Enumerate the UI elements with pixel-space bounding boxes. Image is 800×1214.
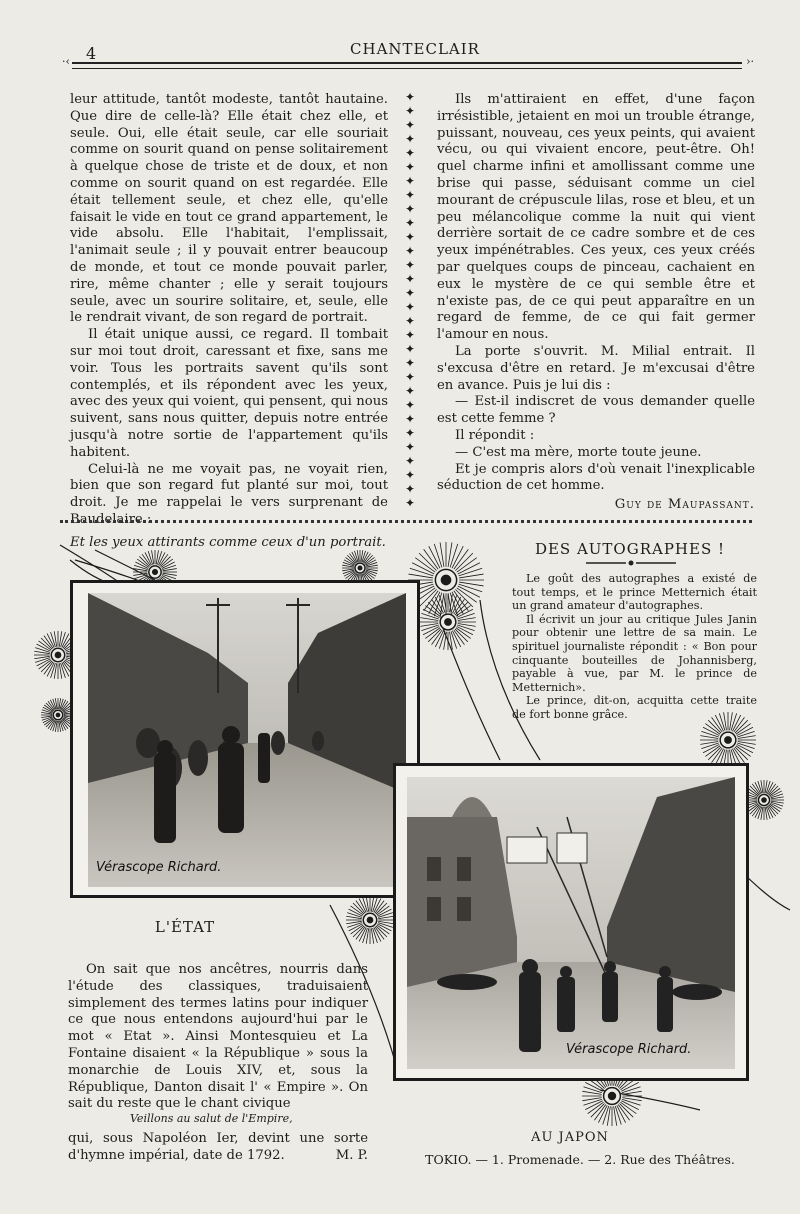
paragraph: Le goût des autographes a existé de tout temps, et le prince Metternich était un grand amateur d'autographes. bbox=[512, 572, 757, 613]
etat-quote: Veillons au salut de l'Empire, bbox=[130, 1112, 293, 1125]
divider-glyph: ✦ bbox=[404, 496, 416, 510]
paragraph: leur attitude, tantôt modeste, tantôt hautaine. Que dire de celle-là? Elle était chez elle, et seule. Oui, elle était seule, car elle souriait comme on sourit quand on pense solitairement à quelque chose de triste et de doux, et non comme on sourit quand on est regardée. Elle était tellement seule, et chez elle, qu'elle faisait le vide en tout ce grand appartement, le vide absolu. Elle l'habitait, l'emplissait, l'animait seule ; il y pouvait entrer beaucoup de monde, et tout ce monde pouvait parler, rire, même chanter ; elle y serait toujours seule, avec un sourire solitaire, et, seule, elle le rendrait vivant, de son regard de portrait. bbox=[70, 92, 388, 326]
divider-glyph: ✦ bbox=[404, 286, 416, 300]
divider-glyph: ✦ bbox=[404, 398, 416, 412]
divider-glyph: ✦ bbox=[404, 90, 416, 104]
divider-glyph: ✦ bbox=[404, 174, 416, 188]
paragraph: Celui-là ne me voyait pas, ne voyait rien, bien que son regard fut planté sur moi, tout droit. Je me rappelai le vers surprenant de Baudelaire : bbox=[70, 461, 388, 527]
section-text-etat bbox=[68, 962, 368, 1113]
sunburst-ornament bbox=[744, 780, 784, 820]
divider-glyph: ✦ bbox=[404, 440, 416, 454]
divider-glyph: ✦ bbox=[404, 104, 416, 118]
divider-glyph: ✦ bbox=[404, 202, 416, 216]
photo-promenade bbox=[88, 593, 406, 887]
divider-glyph: ✦ bbox=[404, 230, 416, 244]
paragraph: Il écrivit un jour au critique Jules Janin pour obtenir une lettre de sa main. Le spirituel journaliste répondit : « Bon pour cinquante bouteilles de Johannisberg, payable à vue, par M. le prince de Metternich». bbox=[512, 612, 757, 694]
section-title-autographes: DES AUTOGRAPHES ! bbox=[534, 540, 726, 558]
paragraph: La porte s'ouvrit. M. Milial entrait. Il s'excusa d'être en retard. Je m'excusai d'être en avance. Puis je lui dis : bbox=[437, 343, 755, 393]
divider-glyph: ✦ bbox=[404, 244, 416, 258]
divider-glyph: ✦ bbox=[404, 300, 416, 314]
divider-glyph: ✦ bbox=[404, 118, 416, 132]
sunburst-ornament bbox=[346, 896, 394, 944]
paragraph: Le prince, dit-on, acquitta cette traite de fort bonne grâce. bbox=[512, 694, 757, 721]
etat-last-line bbox=[68, 1130, 368, 1164]
baudelaire-quote: Et les yeux attirants comme ceux d'un portrait. bbox=[70, 534, 386, 550]
photo-credit: Vérascope Richard. bbox=[566, 1042, 692, 1057]
divider-glyph: ✦ bbox=[404, 314, 416, 328]
paragraph: Il était unique aussi, ce regard. Il tombait sur moi tout droit, caressant et fixe, sans me voir. Tous les portraits savent qu'ils sont contemplés, et ils répondent avec les yeux, avec des yeux qui voient, qui pensent, qui nous suivent, sans nous quitter, depuis notre entrée jusqu'à notre sortie de l'appartement qu'ils habitent. bbox=[70, 327, 388, 460]
title-ornament bbox=[586, 558, 676, 568]
divider-glyph: ✦ bbox=[404, 272, 416, 286]
paragraph: — Est-il indiscret de vous demander quelle est cette femme ? bbox=[437, 394, 755, 427]
divider-glyph: ✦ bbox=[404, 384, 416, 398]
author-initials: M. P. bbox=[335, 1148, 368, 1163]
divider-glyph: ✦ bbox=[404, 132, 416, 146]
divider-glyph: ✦ bbox=[404, 258, 416, 272]
paragraph: qui, sous Napoléon Ier, devint une sorte d'hymne impérial, date de 1792. bbox=[68, 1131, 368, 1163]
divider-glyph: ✦ bbox=[404, 342, 416, 356]
author-signature: Guy de Maupassant. bbox=[614, 497, 755, 513]
header-rule bbox=[72, 62, 742, 69]
divider-glyph: ✦ bbox=[404, 412, 416, 426]
column-divider bbox=[403, 90, 417, 510]
caption-text: TOKIO. — 1. Promenade. — 2. Rue des Théâtres. bbox=[425, 1152, 735, 1167]
divider-glyph: ✦ bbox=[404, 426, 416, 440]
photo-credit: Vérascope Richard. bbox=[96, 860, 222, 875]
divider-glyph: ✦ bbox=[404, 356, 416, 370]
article-left-column bbox=[70, 92, 388, 552]
article-right-column bbox=[437, 92, 755, 514]
paragraph: — C'est ma mère, morte toute jeune. bbox=[455, 444, 702, 460]
divider-glyph: ✦ bbox=[404, 454, 416, 468]
journal-title: CHANTECLAIR bbox=[350, 40, 480, 58]
section-title-etat: L'ÉTAT bbox=[154, 918, 216, 936]
divider-glyph: ✦ bbox=[404, 216, 416, 230]
paragraph: On sait que nos ancêtres, nourris dans l'étude des classiques, traduisaient simplement des termes latins pour indiquer ce que nous entendons aujourd'hui par le mot « Etat ». Ainsi Montesquieu et La Fontaine disaient « la République » sous la monarchie de Louis XIV, et, sous la République, Danton disait l' « Empire ». On sait du reste que le chant civique bbox=[68, 962, 368, 1112]
section-text-autographes bbox=[512, 572, 757, 722]
divider-glyph: ✦ bbox=[404, 188, 416, 202]
paragraph: Il répondit : bbox=[455, 427, 535, 443]
photo-rue-des-theatres bbox=[407, 777, 735, 1069]
paragraph: Ils m'attiraient en effet, d'une façon irrésistible, jetaient en moi un trouble étrange, puissant, nouveau, ces yeux peints, qui avaient vécu, ou qui vivaient encore, peut-être. Oh! quel charme infini et amollissant comme une brise qui passe, séduisant comme un ciel mourant de crépuscule lilas, rose et bleu, et un peu mélancolique comme la nuit qui vient derrière sortait de ce cadre sombre et de ces yeux impénétrables. Ces yeux, ces yeux créés par quelques coups de pinceau, cachaient en eux le mystère de ce qui semble être et n'existe pas, de ce qui peut apparaître en un regard de femme, de ce qui fait germer l'amour en nous. bbox=[437, 92, 755, 343]
divider-glyph: ✦ bbox=[404, 160, 416, 174]
paragraph: Et je compris alors d'où venait l'inexplicable séduction de cet homme. bbox=[437, 461, 755, 494]
section-divider bbox=[60, 520, 752, 523]
divider-glyph: ✦ bbox=[404, 328, 416, 342]
sunburst-ornament bbox=[420, 594, 476, 650]
page-number: 4 bbox=[86, 44, 97, 63]
caption-title: AU JAPON bbox=[531, 1130, 609, 1145]
divider-glyph: ✦ bbox=[404, 370, 416, 384]
divider-glyph: ✦ bbox=[404, 468, 416, 482]
divider-glyph: ✦ bbox=[404, 482, 416, 496]
divider-glyph: ✦ bbox=[404, 146, 416, 160]
